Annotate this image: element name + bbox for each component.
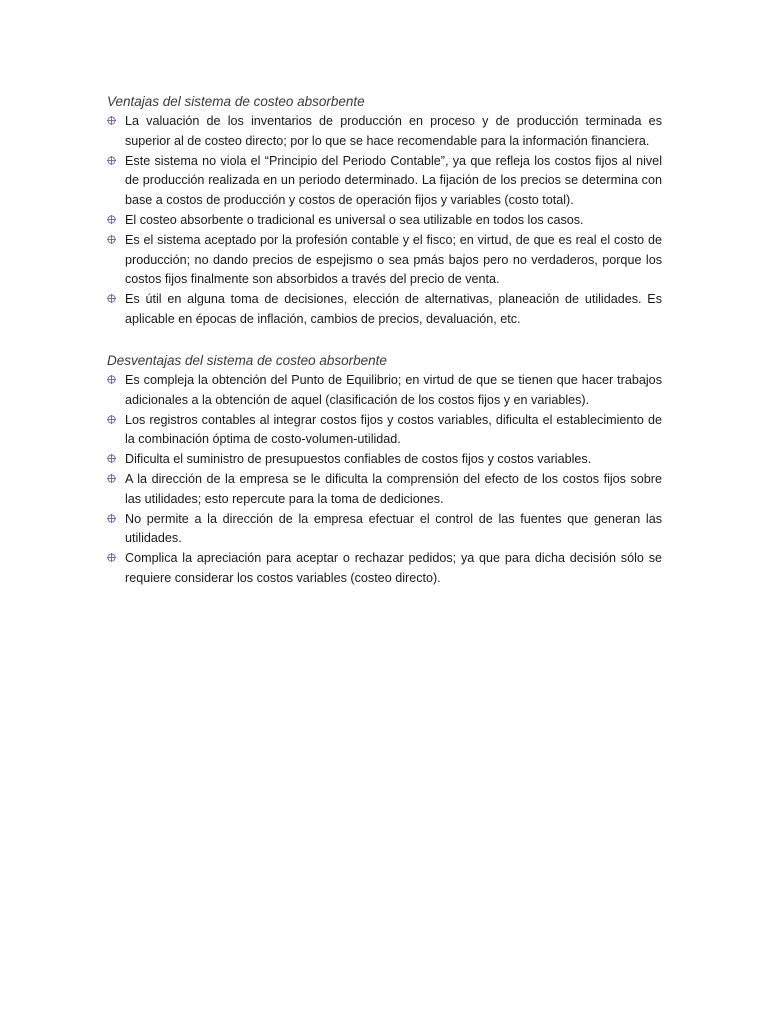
list-item [107,549,662,589]
crosshair-circle-icon [107,215,116,224]
list-item-text: Complica la apreciación para aceptar o rechazar pedidos; ya que para dicha decisión sólo se requiere considerar los costos variables (costeo directo). [125,551,662,585]
crosshair-circle-icon [107,235,116,244]
list-item [107,470,662,510]
crosshair-circle-icon [107,415,116,424]
list-item [107,211,662,231]
list-item-text: Es el sistema aceptado por la profesión contable y el fisco; en virtud, de que es real el costo de producción; no dando precios de espejismo o sea pmás bajos pero no verdaderos, porque los costos fijos finalmente son absorbidos a través del precio de venta. [125,232,662,287]
list-item-text: Es útil en alguna toma de decisiones, elección de alternativas, planeación de utilidades. Es aplicable en épocas de inflación, cambios de precios, devaluación, etc. [125,292,662,326]
crosshair-circle-icon [107,156,116,165]
list-item [107,112,662,152]
crosshair-circle-icon [107,294,116,303]
list-item [107,510,662,550]
list-item [107,450,662,470]
crosshair-circle-icon [107,553,116,562]
list-item-text: Los registros contables al integrar costos fijos y costos variables, dificulta el establecimiento de la combinación óptima de costo-volumen-utilidad. [125,412,662,447]
list-item-text: El costeo absorbente o tradicional es universal o sea utilizable en todos los casos. [125,212,584,227]
list-item [107,290,662,330]
desventajas-list [107,371,662,589]
crosshair-circle-icon [107,514,116,523]
ventajas-list [107,112,662,330]
list-item [107,231,662,290]
list-item-text: Dificulta el suministro de presupuestos confiables de costos fijos y costos variables. [125,452,592,467]
section-title-ventajas: Ventajas del sistema de costeo absorbente [107,94,365,109]
list-item-text: La valuación de los inventarios de producción en proceso y de producción terminada es superior al de costeo directo; por lo que se hace recomendable para la información financiera. [125,114,662,148]
crosshair-circle-icon [107,454,116,463]
crosshair-circle-icon [107,375,116,384]
list-item [107,411,662,451]
section-desventajas [107,351,662,589]
list-item [107,371,662,411]
list-item [107,152,662,211]
list-item-text: No permite a la dirección de la empresa efectuar el control de las fuentes que generan las utilidades. [125,511,662,546]
crosshair-circle-icon [107,116,116,125]
list-item-text: Este sistema no viola el “Principio del Periodo Contable”, ya que refleja los costos fijos al nivel de producción realizada en un periodo determinado. La fijación de los precios se determina con base a costos de producción y costos de operación fijos y variables (costo total). [125,153,662,208]
section-ventajas [107,92,662,330]
section-title-desventajas: Desventajas del sistema de costeo absorbente [107,353,387,368]
list-item-text: A la dirección de la empresa se le dificulta la comprensión del efecto de los costos fijos sobre las utilidades; esto repercute para la toma de dediciones. [125,471,662,506]
list-item-text: Es compleja la obtención del Punto de Equilibrio; en virtud de que se tienen que hacer trabajos adicionales a la obtención de aquel (clasificación de los costos fijos y en variables). [125,373,662,407]
crosshair-circle-icon [107,474,116,483]
